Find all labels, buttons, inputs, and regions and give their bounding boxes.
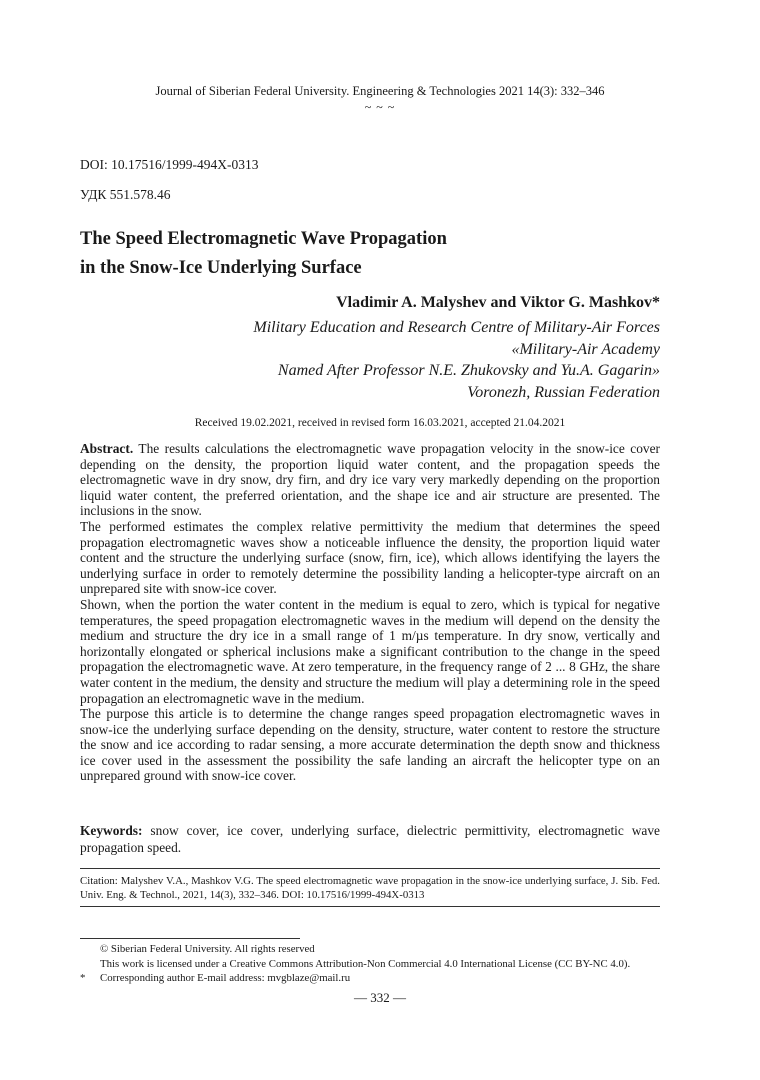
footnote-license: This work is licensed under a Creative Commons Attribution-Non Commercial 4.0 International License (CC BY-NC 4.0). bbox=[100, 957, 631, 970]
citation-rule-bottom bbox=[80, 906, 660, 907]
affiliation-line-2: «Military-Air Academy bbox=[511, 340, 660, 358]
abstract-paragraph-2: The performed estimates the complex relative permittivity the medium that determines the speed propagation electromagnetic waves show a noticeable influence the density, the proportion liquid water content and the structure the underlying surface (snow, firn, ice), which allows identifying the layers the underlying surface in order to remotely determine the possibility landing a helicopter-type aircraft on an unprepared site with snow-ice cover. bbox=[80, 518, 660, 597]
abstract bbox=[80, 441, 660, 784]
citation-rule-top bbox=[80, 868, 660, 869]
abstract-paragraph-1 bbox=[80, 441, 660, 519]
received-dates: Received 19.02.2021, received in revised form 16.03.2021, accepted 21.04.2021 bbox=[194, 417, 566, 429]
footnote-copyright: © Siberian Federal University. All rights reserved bbox=[100, 943, 315, 955]
journal-header: Journal of Siberian Federal University. Engineering & Technologies 2021 14(3): 332–346 bbox=[155, 84, 605, 98]
citation: Citation: Malyshev V.A., Mashkov V.G. The speed electromagnetic wave propagation in the snow-ice underlying surface, J. Sib. Fed. Univ. Eng. & Technol., 2021, 14(3), 332–346. DOI: 10.17516/1999-494X-0313 bbox=[80, 875, 660, 901]
corresponding-email: Corresponding author E-mail address: mvgblaze@mail.ru bbox=[100, 972, 351, 984]
abstract-paragraph-4: The purpose this article is to determine the change ranges speed propagation electromagnetic waves in snow-ice the underlying surface depending on the density, structure, water content to restore the structure the snow and ice according to radar sensing, a more accurate determination the depth snow and thickness ice cover used in the assessment the possibility the safe landing an aircraft the helicopter type on an unprepared ground with snow-ice cover. bbox=[80, 706, 660, 784]
abstract-paragraph-3: Shown, when the portion the water content in the medium is equal to zero, which is typical for negative temperatures, the speed propagation electromagnetic waves in the medium will depend on the density the medium and structure the dry ice in a small range of 1 m/µs temperature. In dry snow, vertically and horizontally elongated or spherical inclusions make a significant contribution to the change in the speed propagation the electromagnetic wave. At zero temperature, in the frequency range of 2 ... 8 GHz, the share water content in the medium, the density and structure the medium will play a determining role in the speed propagation an electromagnetic wave in the medium. bbox=[80, 596, 660, 706]
keywords-text: snow cover, ice cover, underlying surface, dielectric permittivity, electromagnetic wave propagation speed. bbox=[80, 823, 661, 855]
affiliation-line-3: Named After Professor N.E. Zhukovsky and Yu.A. Gagarin» bbox=[277, 362, 660, 379]
affiliation-line-4: Voronezh, Russian Federation bbox=[467, 383, 660, 401]
page-number: — 332 — bbox=[354, 990, 406, 1005]
keywords-label: Keywords: bbox=[80, 823, 143, 838]
footnotes bbox=[80, 942, 630, 986]
title-line-1: The Speed Electromagnetic Wave Propagation bbox=[80, 229, 447, 249]
keywords bbox=[80, 822, 660, 856]
affiliation-line-1: Military Education and Research Centre of Military-Air Forces bbox=[253, 319, 660, 336]
authors: Vladimir A. Malyshev and Viktor G. Mashkov* bbox=[336, 294, 660, 311]
footnote-corresponding bbox=[80, 971, 630, 986]
header-separator: ~ ~ ~ bbox=[364, 100, 396, 114]
abstract-label: Abstract. bbox=[80, 441, 134, 456]
paper-title bbox=[80, 225, 447, 283]
udk: УДК 551.578.46 bbox=[80, 187, 171, 202]
footnote-star: * bbox=[80, 972, 86, 984]
affiliation bbox=[253, 317, 660, 403]
title-line-2: in the Snow-Ice Underlying Surface bbox=[80, 258, 362, 278]
abstract-text-1: The results calculations the electromagnetic wave propagation velocity in the snow-ice cover depending on the density, the proportion liquid water content, and the propagation speeds the electromagnetic wave in dry snow, dry firn, and dry ice vary very markedly depending on the proportion liquid water content, the preferred orientation, and the shape ice and air structure are presented. The inclusions in the snow. bbox=[80, 441, 660, 519]
doi: DOI: 10.17516/1999-494X-0313 bbox=[80, 157, 259, 172]
footnote-rule bbox=[80, 938, 300, 939]
